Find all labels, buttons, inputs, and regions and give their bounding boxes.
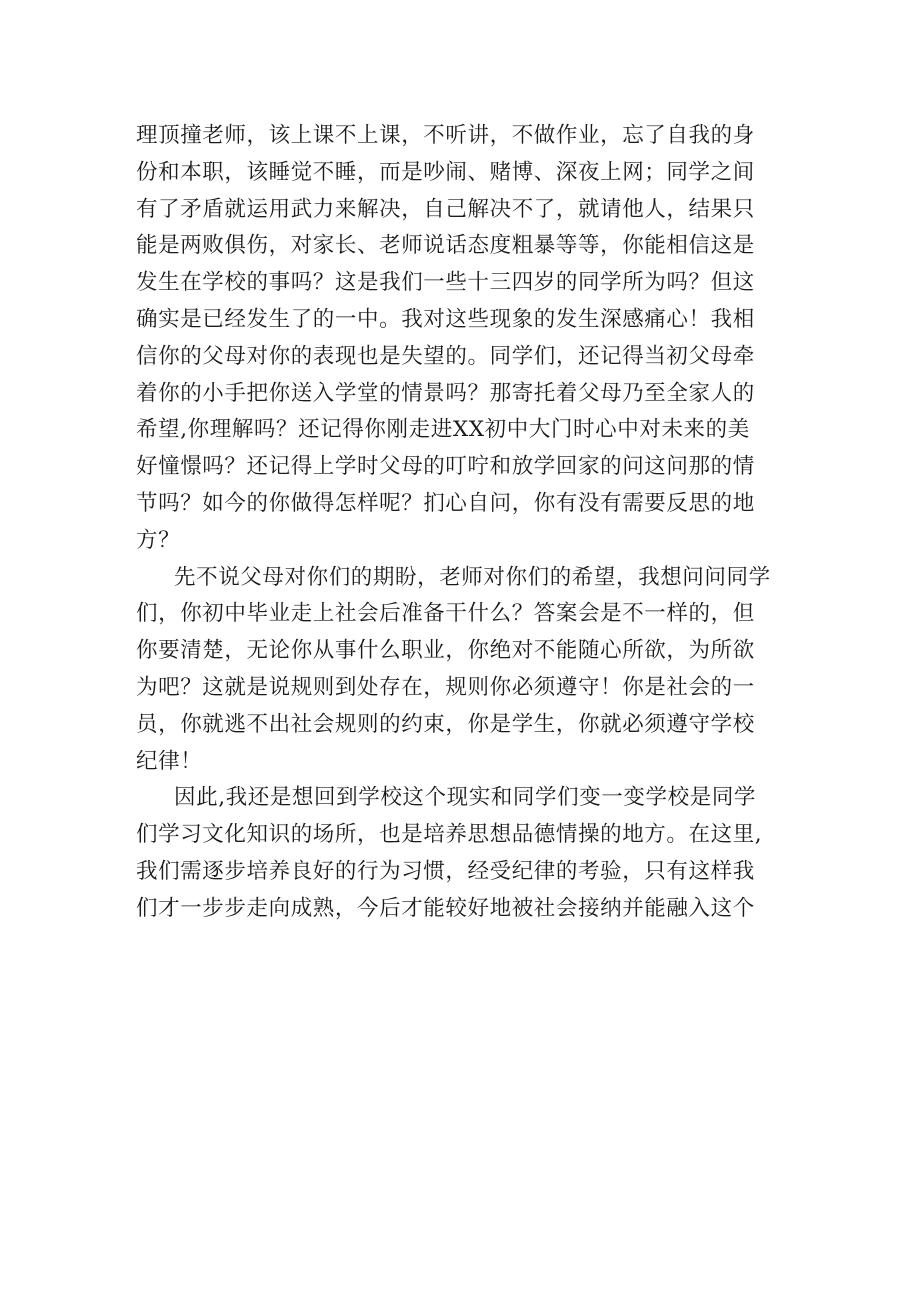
text-line: 希望,你理解吗？还记得你刚走进XX初中大门时心中对未来的美	[136, 417, 750, 443]
text-line: 着你的小手把你送入学堂的情景吗？那寄托着父母乃至全家人的	[136, 380, 755, 406]
text-line: 发生在学校的事吗？这是我们一些十三四岁的同学所为吗？但这	[136, 270, 755, 296]
text-line: 能是两败俱伤，对家长、老师说话态度粗暴等等，你能相信这是	[136, 233, 755, 259]
text-line: 我们需逐步培养良好的行为习惯，经受纪律的考验，只有这样我	[136, 858, 755, 884]
paragraph-1	[136, 118, 796, 560]
text-line: 员，你就逃不出社会规则的约束，你是学生，你就必须遵守学校	[136, 711, 755, 737]
text-line: 信你的父母对你的表现也是失望的。同学们，还记得当初父母牵	[136, 343, 755, 369]
text-line: 好憧憬吗？还记得上学时父母的叮咛和放学回家的问这问那的情	[136, 454, 755, 480]
text-line: 们学习文化知识的场所，也是培养思想品德情操的地方。在这里,	[136, 822, 763, 848]
paragraph-2	[136, 560, 796, 781]
text-line: 为吧？这就是说规则到处存在，规则你必须遵守！你是社会的一	[136, 674, 755, 700]
text-line: 确实是已经发生了的一中。我对这些现象的发生深感痛心！我相	[136, 306, 755, 332]
text-line: 你要清楚，无论你从事什么职业，你绝对不能随心所欲，为所欲	[136, 638, 755, 664]
text-line: 纪律！	[136, 748, 203, 774]
text-line: 节吗？如今的你做得怎样呢？扪心自问，你有没有需要反思的地	[136, 490, 755, 516]
paragraph-3	[136, 780, 796, 927]
text-line: 份和本职，该睡觉不睡，而是吵闹、赌博、深夜上网；同学之间	[136, 159, 755, 185]
document-body	[136, 118, 796, 928]
text-line: 们才一步步走向成熟，今后才能较好地被社会接纳并能融入这个	[136, 895, 755, 921]
text-line: 有了矛盾就运用武力来解决，自己解决不了，就请他人，结果只	[136, 196, 755, 222]
text-line: 们，你初中毕业走上社会后准备干什么？答案会是不一样的，但	[136, 601, 755, 627]
text-line: 先不说父母对你们的期盼，老师对你们的希望，我想问问同学	[174, 564, 771, 590]
text-line: 理顶撞老师，该上课不上课，不听讲，不做作业，忘了自我的身	[136, 123, 755, 148]
text-line: 方？	[136, 527, 181, 553]
text-line: 因此,我还是想回到学校这个现实和同学们变一变学校是同学	[174, 785, 757, 811]
